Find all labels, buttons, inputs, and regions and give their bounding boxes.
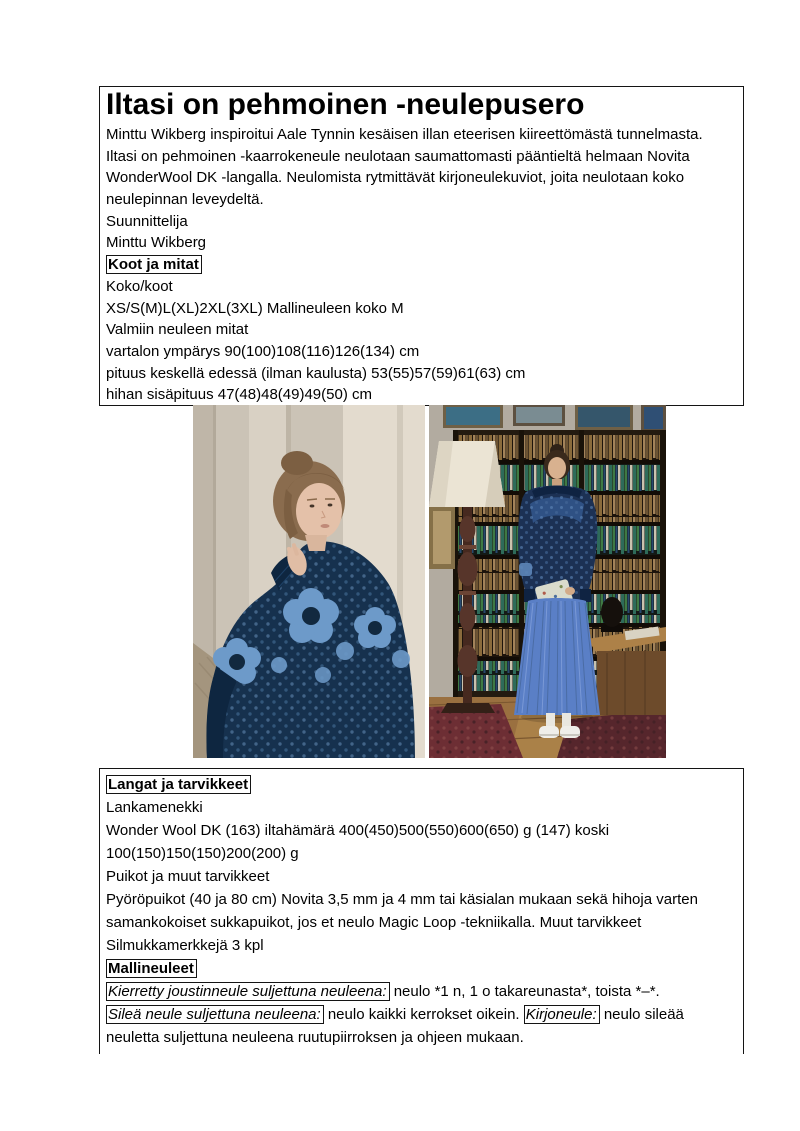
sizes-header: Koot ja mitat [106, 255, 202, 274]
materials-line: 100(150)150(150)200(200) g [106, 845, 299, 862]
stitch-term-kirjoneule: Kirjoneule: [524, 1005, 600, 1024]
materials-line: Wonder Wool DK (163) iltahämärä 400(450)500(550)600(650) g (147) koski [106, 822, 610, 839]
sizes-line: XS/S(M)L(XL)2XL(3XL) Mallineuleen koko M [106, 299, 404, 317]
photo-row [193, 405, 666, 758]
stitch-pattern-line [106, 1003, 737, 1026]
materials-section [99, 768, 744, 1054]
materials-line: Puikot ja muut tarvikkeet [106, 868, 270, 885]
left-photo [193, 405, 425, 758]
stitch-patterns-header-line [106, 957, 737, 980]
designer-name: Minttu Wikberg [106, 234, 207, 252]
materials-line: samankokoiset sukkapuikot, jos et neulo Magic Loop -tekniikalla. Muut tarvikkeet [106, 914, 642, 931]
stitch-term-silea: Sileä neule suljettuna neuleena: [106, 1005, 324, 1024]
designer-label: Suunnittelija [106, 212, 188, 230]
materials-line: Pyöröpuikot (40 ja 80 cm) Novita 3,5 mm ja 4 mm tai käsialan mukaan sekä hihoja varten [106, 891, 698, 908]
materials-line: Silmukkamerkkejä 3 kpl [106, 937, 264, 954]
sizes-line: hihan sisäpituus 47(48)48(49)49(50) cm [106, 386, 372, 404]
intro-line: Minttu Wikberg inspiroitui Aale Tynnin kesäisen illan eteerisen kiireettömästä tunnelmasta. [106, 126, 703, 143]
page-title: Iltasi on pehmoinen -neulepusero [106, 88, 585, 121]
stitch-text: neulo sileää [599, 1006, 684, 1023]
stitch-term-kierretty: Kierretty joustinneule suljettuna neuleena: [106, 982, 390, 1001]
materials-header: Langat ja tarvikkeet [106, 775, 251, 794]
stitch-patterns-header: Mallineuleet [106, 959, 197, 978]
materials-header-line [106, 773, 737, 796]
stitch-pattern-line [106, 980, 737, 1003]
stitch-text: neulo *1 n, 1 o takareunasta*, toista *–*. [389, 983, 660, 1000]
right-photo [429, 405, 666, 758]
intro-line: Iltasi on pehmoinen -kaarrokeneule neulotaan saumattomasti pääntieltä helmaan Novita [106, 147, 690, 165]
sizes-line: Valmiin neuleen mitat [106, 321, 249, 339]
sizes-line: pituus keskellä edessä (ilman kaulusta) 53(55)57(59)61(63) cm [106, 364, 526, 382]
stitch-text: neulo kaikki kerrokset oikein. [323, 1006, 524, 1023]
sizes-header-line [106, 254, 737, 276]
sizes-line: vartalon ympärys 90(100)108(116)126(134) cm [106, 342, 420, 360]
sizes-line: Koko/koot [106, 277, 173, 295]
materials-line: Lankamenekki [106, 799, 203, 816]
intro-line: WonderWool DK -langalla. Neulomista rytmittävät kirjoneulekuviot, joita neulotaan koko [106, 169, 685, 187]
stitch-pattern-line: neuletta suljettuna neuleena ruutupiirroksen ja ohjeen mukaan. [106, 1029, 524, 1046]
intro-section [99, 86, 744, 406]
intro-line: neulepinnan leveydeltä. [106, 191, 264, 209]
